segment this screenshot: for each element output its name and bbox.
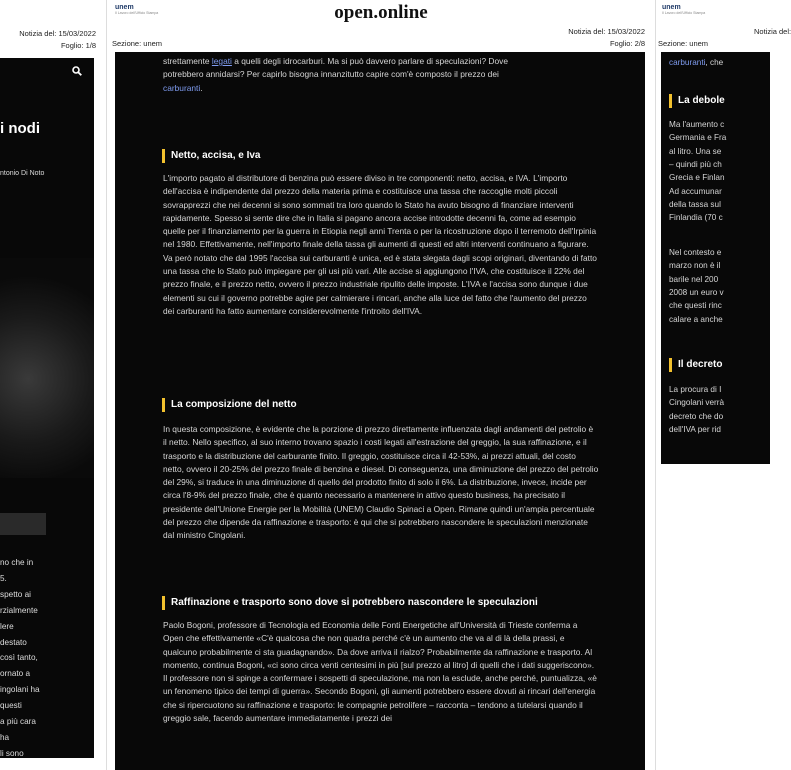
foglio-number: Foglio: 1/8 [60,41,96,50]
link-carburanti[interactable]: carburanti [163,82,201,93]
section-title-debole: La debole [669,94,725,108]
text-line: La procura di I [669,385,722,394]
text-line: – quindi più ch [669,159,722,169]
unem-logo-tagline: Il Lavoro dell'Ufficio Stampa [115,10,159,15]
text-line: della tassa sul [669,199,721,209]
article-panel: carburanti, che La debole Ma l'aumento c Germania e Fra al litro. Una se – quindi più ch Grecia e Finlan Ad accumunar della tassa sul Finlandia (70 c Nel contesto e marzo non è il barile nel 200 2008 un euro v che questi rinc calare a anche Il decreto La procura di I Cingolani verrà decreto che do dell'IVA per rid [661,52,770,464]
unem-logo [662,4,705,16]
text-line: così tanto, [0,653,38,663]
section-paragraph-2: In questa composizione, è evidente che la porzione di prezzo direttamente influenzata dagli andamenti del petrolio è il netto. Nello specifico, al suo interno trovano spazio i costi legati all'estrazione del greggio, la sua raffinazione, e il trasporto e la distribuzione del carburante finito. Il greggio, costituisce circa il 42-53%, ai prezzi attuali, del costo netto, ovvero il 20-25% del prezzo finale di benzina e diesel. Di conseguenza, una diminuzione del prezzo del petrolio del 29%, si traduce in una diminuzione di quello del prodotto finito di solo il 6%. La distribuzione, invece, incide per circa l'8-9% del prezzo finale, che è quanto necessario a mantenere in attivo questo business, ha precisato il presidente dell'Unione Energie per la Mobilità (UNEM) Claudio Spinaci a Open. Rimane quindi un'ampia percentuale del prezzo che dipende da raffinazione e trasporto: è qui che si potrebbero nascondere le speculazioni menzionate dal ministro Cingolani. [163,424,599,541]
section-title-netto-accisa-iva: Netto, accisa, e Iva [162,149,261,163]
text-line: destato [0,637,27,647]
section-title-composizione-netto: La composizione del netto [162,398,297,412]
unem-logo-tagline: Il Lavoro dell'Ufficio Stampa [662,10,706,15]
caption-bar [0,513,46,535]
article-photo [0,258,94,478]
text-line: ingolani ha [0,685,40,695]
article-panel [0,58,94,758]
section-title-raffinazione-trasporto: Raffinazione e trasporto sono dove si potrebbero nascondere le speculazioni [162,596,538,610]
text-line: 2008 un euro v [669,287,724,297]
text-line: al litro. Una se [669,146,722,156]
text-line: che questi rinc [669,301,722,311]
headline-fragment: i nodi [0,120,40,137]
center-page [106,0,656,770]
text-line: Ma l'aumento c [669,120,725,129]
text-line: no che in [0,558,34,567]
byline-fragment: ntonio Di Noto [0,170,45,177]
text-line: decreto che do [669,411,724,421]
text-line: Germania e Fra [669,133,727,143]
left-page [0,0,104,770]
unem-logo-name: unem [662,4,681,11]
text-line: Ad accumunar [669,186,722,196]
text-line: dell'IVA per rid [669,424,721,434]
notizia-date: Notizia del: 15/03/2022 [568,27,645,36]
text-line: Cingolani verrà [669,398,725,408]
text-line: rzialmente [0,605,38,615]
text-line: calare a anche [669,314,723,324]
link-legati[interactable]: legati [211,56,232,66]
section-paragraph-3: Paolo Bogoni, professore di Tecnologia ed Economia delle Fonti Energetiche all'Università di Trieste conferma a Open che effettivamente «C'è qualcosa che non quadra perché c'è un aumento che va al di là della prassi, e qualcuno probabilmente ci sta guadagnando». Da dove arriva il rialzo? Probabilmente da raffinazione e trasporto. Al momento, continua Bogoni, «ci sono circa venti centesimi in più [sul prezzo al litro] di quelli che i dati suggeriscono». Il professore non si spinge a confermare i sospetti di speculazione, ma non la esclude, anche perché, puntualizza, «è un fenomeno tipico dei tempi di guerra». Secondo Bogoni, gli aumenti potrebbero essere dovuti ai rincari dell'energia che si ripercuotono su raffinazione e trasporto: le compagnie petrolifere – racconta – tendono a tutelarsi quando il greggio sale, facendo aumentare immediatamente i prezzi dei [163,620,597,724]
right-page [656,0,791,770]
foglio-number: Foglio: 2/8 [609,39,645,48]
text-line: Finlandia (70 c [669,213,723,223]
notizia-date: Notizia del: 15/03/2022 [19,29,96,38]
intro-paragraph: strettamente legati a quelli degli idrocarburi. Ma si può davvero parlare di speculazioni? Dove potrebbero annidarsi? Per capirlo bisogna innanzitutto capire com'è composto il prezzo dei carburanti. [163,56,508,93]
article-panel [115,52,645,770]
link-carburanti[interactable]: carburanti [669,58,706,67]
text-line: questi [0,701,22,711]
text-line: lere [0,621,14,631]
search-icon[interactable] [72,66,82,76]
text-line: ha [0,732,10,742]
text-line: ornato a [0,669,31,679]
section-title-decreto: Il decreto [669,358,722,372]
sezione-label: Sezione: unem [112,39,163,48]
text-line: marzo non è il [669,261,721,271]
unem-logo-name: unem [115,4,134,11]
text-line: Nel contesto e [669,248,722,257]
text-line: li sono [0,748,24,758]
text-line: Grecia e Finlan [669,173,725,183]
text-line: spetto ai [0,589,31,599]
section-paragraph-1: L'importo pagato al distributore di benzina può essere diviso in tre componenti: netto, accisa, e IVA. L'importo dell'accisa è indipendente dal prezzo della materia prima e costituisce una tassa che raccoglie molti piccoli sovrapprezzi che nei decenni si sono sommati tra loro quando lo Stato ha avuto bisogno di finanziare interventi rapidamente. Spesso si sente dire che in Italia si pagano ancora accise introdotte decenni fa, come ad esempio quelle per il finanziamento per la guerra in Etiopia negli anni Trenta o per la ricostruzione dopo il terremoto dell'Irpinia nel 1980. Effettivamente, nell'importo finale della tassa gli aumenti di questi ed altri interventi continuano a figurare. Va però notato che dal 1995 l'accisa sui carburanti è unica, ed è stata slegata dagli scopi originari, diventando di fatto una tassa che lo Stato può impiegare per gli usi più vari. Alle accise si aggiungono l'IVA, che costituisce il 22% del prezzo finale, e il prezzo netto, ovvero il prezzo industriale ripulito delle imposte. L'IVA e l'accisa sono dunque i due elementi su cui il governo potrebbe agire per calmierare i rincari, anche alla luce del fatto che l'aumento del prezzo dei carburanti ha fatto aumentare considerevolmente l'introito dell'IVA. [163,173,597,316]
text-line: a più cara [0,717,36,726]
text-line: 5. [0,573,7,583]
site-title: open.online [334,2,428,23]
notizia-date: Notizia del: [754,27,791,36]
sezione-label: Sezione: unem [658,39,709,48]
text-line: barile nel 200 [669,274,719,284]
